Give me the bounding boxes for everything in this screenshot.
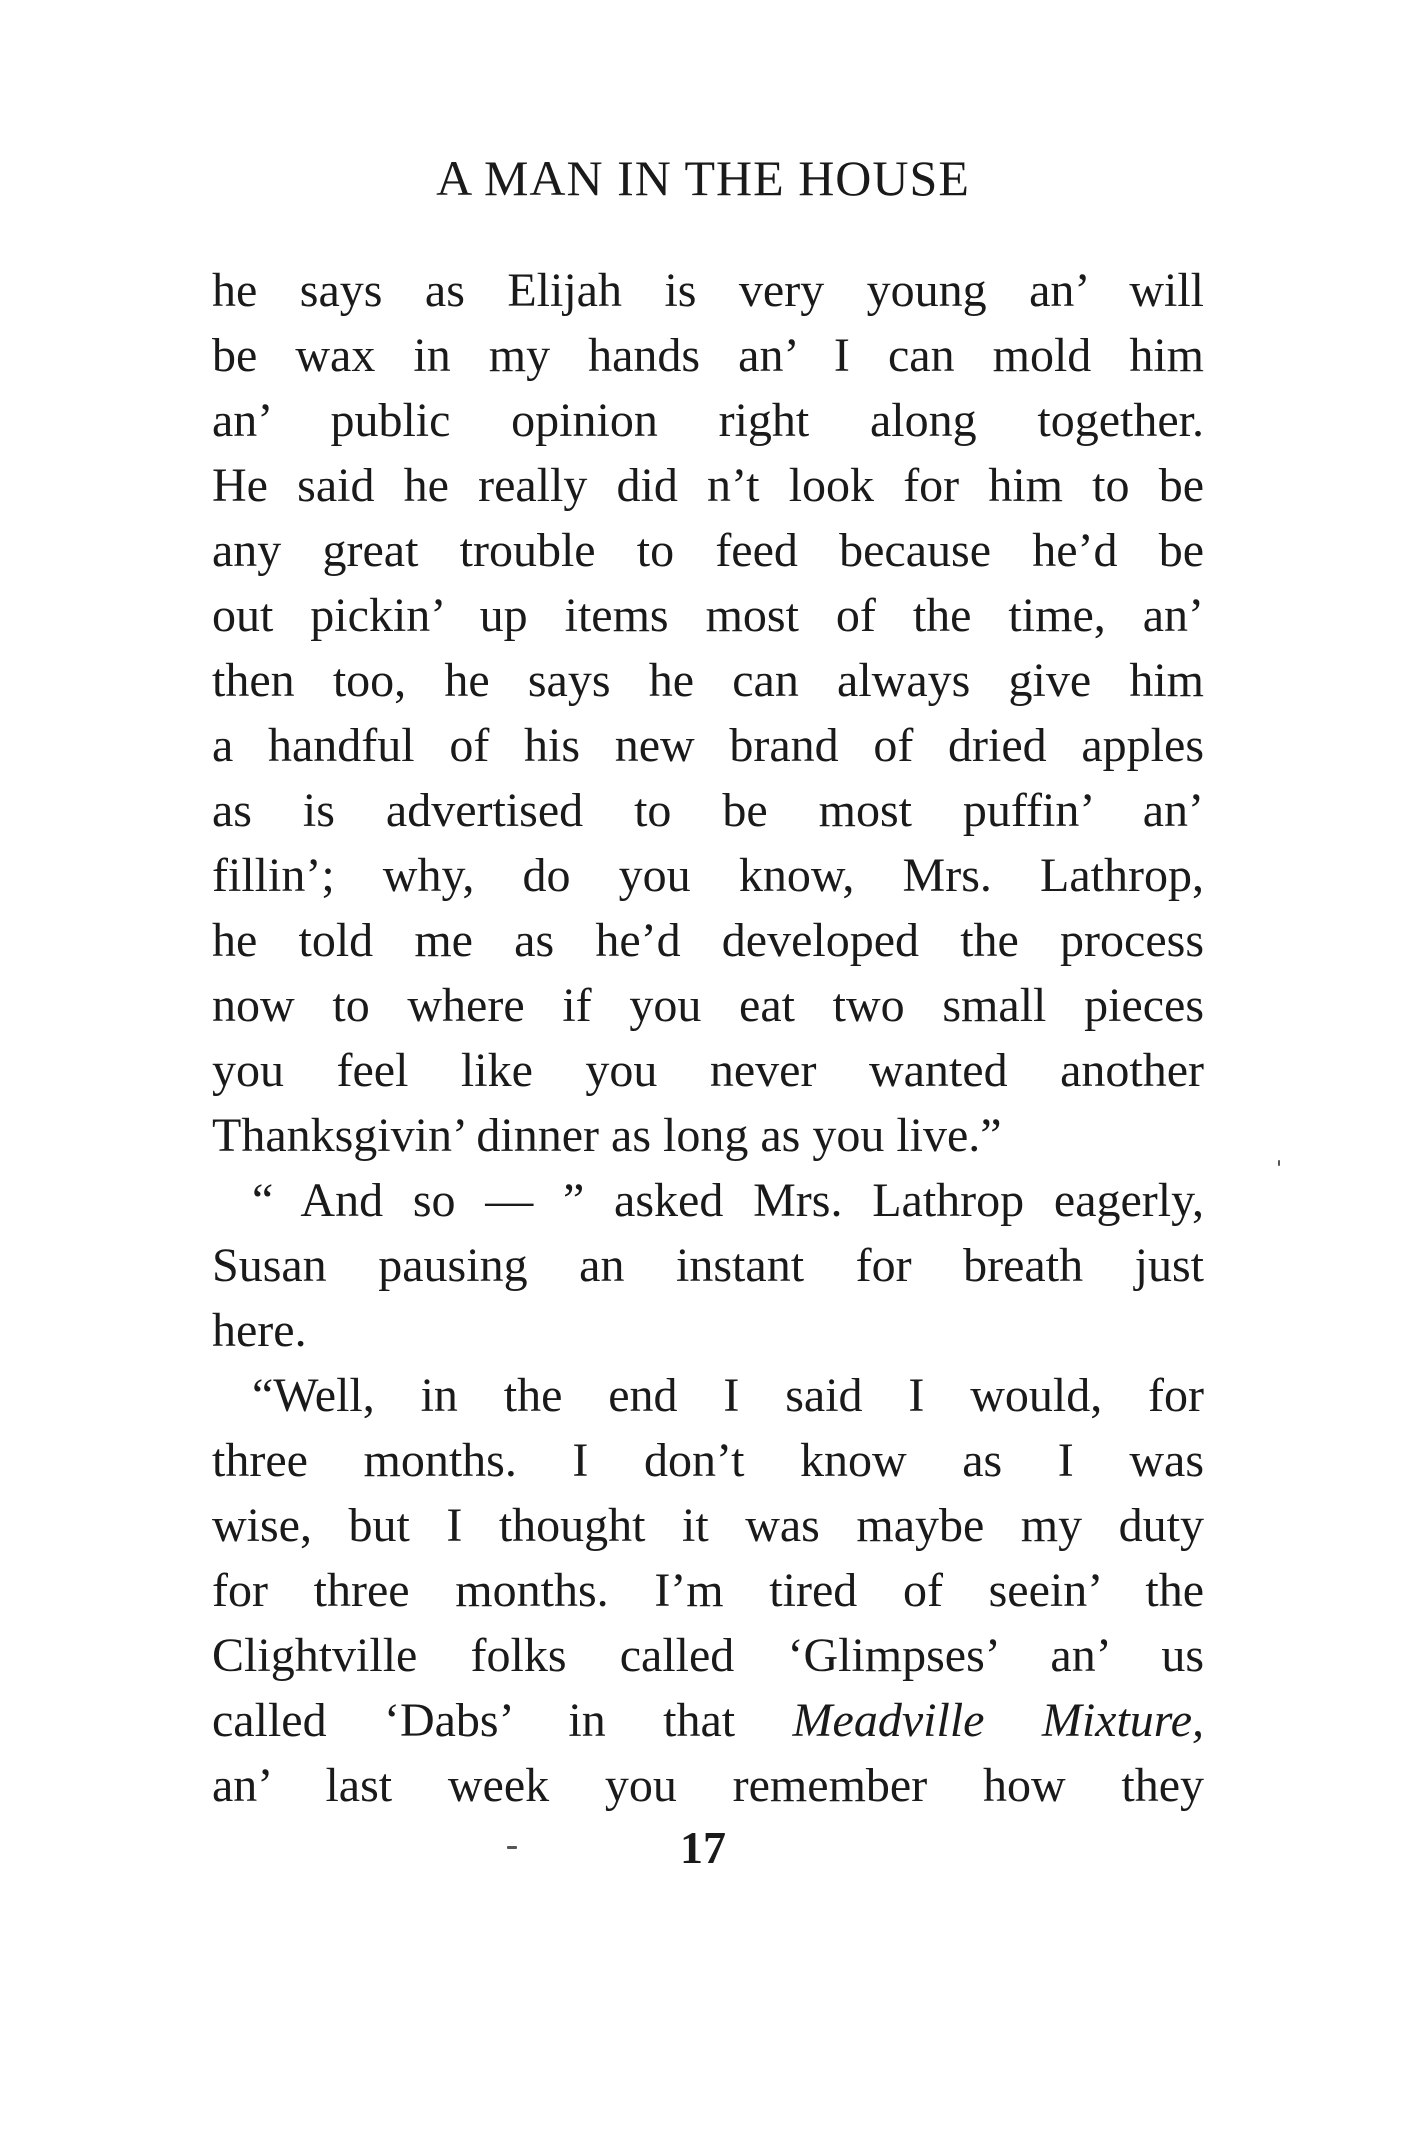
text-line: he says as Elijah is very young an’ will — [212, 264, 1204, 317]
text-line: an’ public opinion right along together. — [212, 394, 1204, 447]
running-head: A MAN IN THE HOUSE — [436, 150, 970, 206]
page-number: 17 — [680, 1822, 726, 1873]
text-line: a handful of his new brand of dried apples — [212, 719, 1204, 772]
text-line-with-title — [212, 1688, 1204, 1753]
text-line: Susan pausing an instant for breath just — [212, 1239, 1204, 1292]
text-line: be wax in my hands an’ I can mold him — [212, 329, 1204, 382]
text-line: “Well, in the end I said I would, for — [252, 1369, 1204, 1422]
publication-title: Meadville Mixture, — [792, 1694, 1205, 1747]
text-line: three months. I don’t know as I was — [212, 1434, 1204, 1487]
text-line: wise, but I thought it was maybe my duty — [212, 1499, 1204, 1552]
text-line: Clightville folks called ‘Glimpses’ an’ us — [212, 1629, 1204, 1682]
text-line: then too, he says he can always give him — [212, 654, 1204, 707]
text-line-segment: called ‘Dabs’ in that — [212, 1694, 736, 1747]
ink-speck — [507, 1846, 517, 1849]
text-line: here. — [212, 1304, 307, 1357]
text-line: Thanksgivin’ dinner as long as you live.” — [212, 1109, 1002, 1162]
text-line: he told me as he’d developed the process — [212, 914, 1204, 967]
text-line: He said he really did n’t look for him to be — [212, 459, 1204, 512]
text-line: for three months. I’m tired of seein’ the — [212, 1564, 1204, 1617]
text-line: now to where if you eat two small pieces — [212, 979, 1204, 1032]
text-line: out pickin’ up items most of the time, an’ — [212, 589, 1204, 642]
ink-speck — [1278, 1160, 1280, 1166]
text-line: any great trouble to feed because he’d be — [212, 524, 1204, 577]
text-line: you feel like you never wanted another — [212, 1044, 1204, 1097]
text-line: “ And so — ” asked Mrs. Lathrop eagerly, — [252, 1174, 1204, 1227]
text-line: an’ last week you remember how they — [212, 1759, 1204, 1812]
text-line: fillin’; why, do you know, Mrs. Lathrop, — [212, 849, 1204, 902]
body-text — [212, 258, 1204, 1818]
text-line: as is advertised to be most puffin’ an’ — [212, 784, 1204, 837]
